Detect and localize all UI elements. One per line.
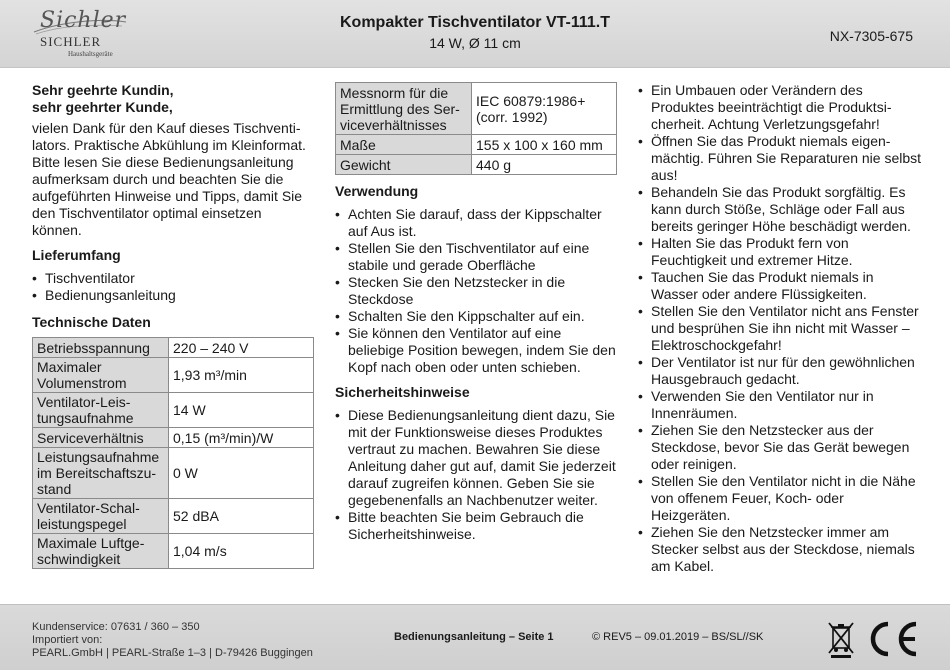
list-item: • Schalten Sie den Kippschalter auf ein. — [335, 308, 617, 325]
list-item: • Diese Bedienungsanleitung dient dazu, Sie mit der Funktionsweise dieses Produktes vertraut zu machen. Bewahren Sie diese Anleitung daher gut auf, damit Sie jederzeit darauf zugreifen können. Geben Sie sie gegebenenfalls an Nachbenutzer weiter. — [335, 407, 617, 509]
table-row — [33, 448, 314, 499]
table-key: Ventilator-Schalleistungspegel — [33, 499, 169, 534]
page-header — [0, 0, 950, 68]
usage-heading: Verwendung — [335, 183, 419, 199]
list-item: • Bitte beachten Sie beim Gebrauch die Sicherheitshinweise. — [335, 509, 617, 543]
document-title: Kompakter Tischventilator VT-111.T — [339, 14, 611, 31]
table-row — [33, 534, 314, 569]
table-key: Leistungsaufnahme im Bereitschaftszustand — [33, 448, 169, 499]
list-item: • Tischventilator — [32, 270, 314, 287]
table-row — [33, 358, 314, 393]
table-key: Serviceverhältnis — [33, 428, 169, 448]
table-key: Messnorm für die Ermittlung des Serviceverhältnisses — [336, 83, 472, 135]
imported-by-label: Importiert von: — [32, 634, 103, 646]
page-number: Bedienungsanleitung – Seite 1 — [394, 631, 554, 643]
table-row — [33, 338, 314, 358]
usage-list — [335, 206, 617, 376]
table-key: Ventilator-Leistungsaufnahme — [33, 393, 169, 428]
table-value: 1,93 m³/min — [169, 358, 314, 393]
list-item: • Öffnen Sie das Produkt niemals eigenmächtig. Führen Sie Reparaturen nie selbst aus! — [638, 133, 923, 184]
safety-list — [335, 407, 617, 543]
document-subtitle: 14 W, Ø 11 cm — [429, 35, 521, 51]
table-key: Maße — [336, 135, 472, 155]
intro-paragraph: vielen Dank für den Kauf dieses Tischventilators. Praktische Abkühlung im Kleinformat. Bitte lesen Sie diese Bedienungsanleitung aufmerksam durch und beachten Sie die aufgeführten Hinweise und Tipps, damit Sie den Tischventilator optimal einsetzen können. — [32, 120, 306, 238]
logo-wordmark: SICHLER — [40, 34, 102, 49]
greeting-line-2: sehr geehrter Kunde, — [32, 99, 173, 115]
table-value: 440 g — [472, 155, 617, 175]
table-key: Maximale Luftgeschwindigkeit — [33, 534, 169, 569]
column-1 — [32, 82, 314, 569]
spec-table-continued — [335, 82, 617, 175]
table-row — [336, 83, 617, 135]
delivery-heading: Lieferumfang — [32, 247, 121, 263]
table-row — [33, 393, 314, 428]
list-item: • Ziehen Sie den Netzstecker immer am Stecker selbst aus der Steckdose, niemals am Kabel. — [638, 524, 923, 575]
customer-service: Kundenservice: 07631 / 360 – 350 — [32, 621, 200, 633]
safety-heading: Sicherheitshinweise — [335, 384, 470, 400]
table-value: 0,15 (m³/min)/W — [169, 428, 314, 448]
list-item: • Halten Sie das Produkt fern von Feuchtigkeit und extremer Hitze. — [638, 235, 923, 269]
page-footer — [0, 604, 950, 670]
list-item: • Verwenden Sie den Ventilator nur in Innenräumen. — [638, 388, 923, 422]
greeting — [32, 82, 314, 116]
table-key: Gewicht — [336, 155, 472, 175]
safety-list-continued — [638, 82, 923, 575]
list-item: • Bedienungsanleitung — [32, 287, 314, 304]
table-value: 52 dBA — [169, 499, 314, 534]
revision-info: © REV5 – 09.01.2019 – BS/SL//SK — [592, 631, 764, 643]
column-2 — [335, 82, 617, 543]
table-key: Maximaler Volumenstrom — [33, 358, 169, 393]
list-item: • Stecken Sie den Netzstecker in die Steckdose — [335, 274, 617, 308]
list-item: • Der Ventilator ist nur für den gewöhnlichen Hausgebrauch gedacht. — [638, 354, 923, 388]
table-value: IEC 60879:1986+ (corr. 1992) — [472, 83, 617, 135]
list-item: • Ein Umbauen oder Verändern des Produktes beeinträchtigt die Produktsicherheit. Achtung Verletzungsgefahr! — [638, 82, 923, 133]
article-number: NX-7305-675 — [829, 28, 913, 44]
list-item: • Behandeln Sie das Produkt sorgfältig. Es kann durch Stöße, Schläge oder Fall aus bereits geringer Höhe beschädigt werden. — [638, 184, 923, 235]
logo-subtitle: Haushaltsgeräte — [68, 50, 113, 58]
column-3 — [638, 82, 923, 575]
table-value: 155 x 100 x 160 mm — [472, 135, 617, 155]
table-value: 0 W — [169, 448, 314, 499]
list-item: • Ziehen Sie den Netzstecker aus der Steckdose, bevor Sie das Gerät bewegen oder reinigen. — [638, 422, 923, 473]
table-row — [336, 135, 617, 155]
table-row — [336, 155, 617, 175]
list-item: • Sie können den Ventilator auf eine beliebige Position bewegen, indem Sie den Kopf nach oben oder unten schieben. — [335, 325, 617, 376]
greeting-line-1: Sehr geehrte Kundin, — [32, 82, 174, 98]
ce-mark-icon — [862, 619, 920, 659]
table-key: Betriebsspannung — [33, 338, 169, 358]
logo-script-text: Sichler — [40, 8, 127, 33]
list-item: • Tauchen Sie das Produkt niemals in Wasser oder andere Flüssigkeiten. — [638, 269, 923, 303]
table-value: 1,04 m/s — [169, 534, 314, 569]
importer-address: PEARL.GmbH | PEARL-Straße 1–3 | D-79426 Buggingen — [32, 647, 313, 659]
table-row — [33, 428, 314, 448]
list-item: • Stellen Sie den Ventilator nicht ans Fenster und besprühen Sie ihn nicht mit Wasser – Elektroschockgefahr! — [638, 303, 923, 354]
table-value: 220 – 240 V — [169, 338, 314, 358]
list-item: • Stellen Sie den Ventilator nicht in die Nähe von offenem Feuer, Koch- oder Heizgeräten. — [638, 473, 923, 524]
delivery-list — [32, 270, 314, 304]
tech-data-heading: Technische Daten — [32, 314, 151, 330]
list-item: • Stellen Sie den Tischventilator auf eine stabile und gerade Oberfläche — [335, 240, 617, 274]
tech-data-table — [32, 337, 314, 569]
list-item: • Achten Sie darauf, dass der Kippschalter auf Aus ist. — [335, 206, 617, 240]
crossed-out-bin-icon — [826, 619, 856, 659]
table-value: 14 W — [169, 393, 314, 428]
footer-contact — [32, 621, 313, 660]
table-row — [33, 499, 314, 534]
